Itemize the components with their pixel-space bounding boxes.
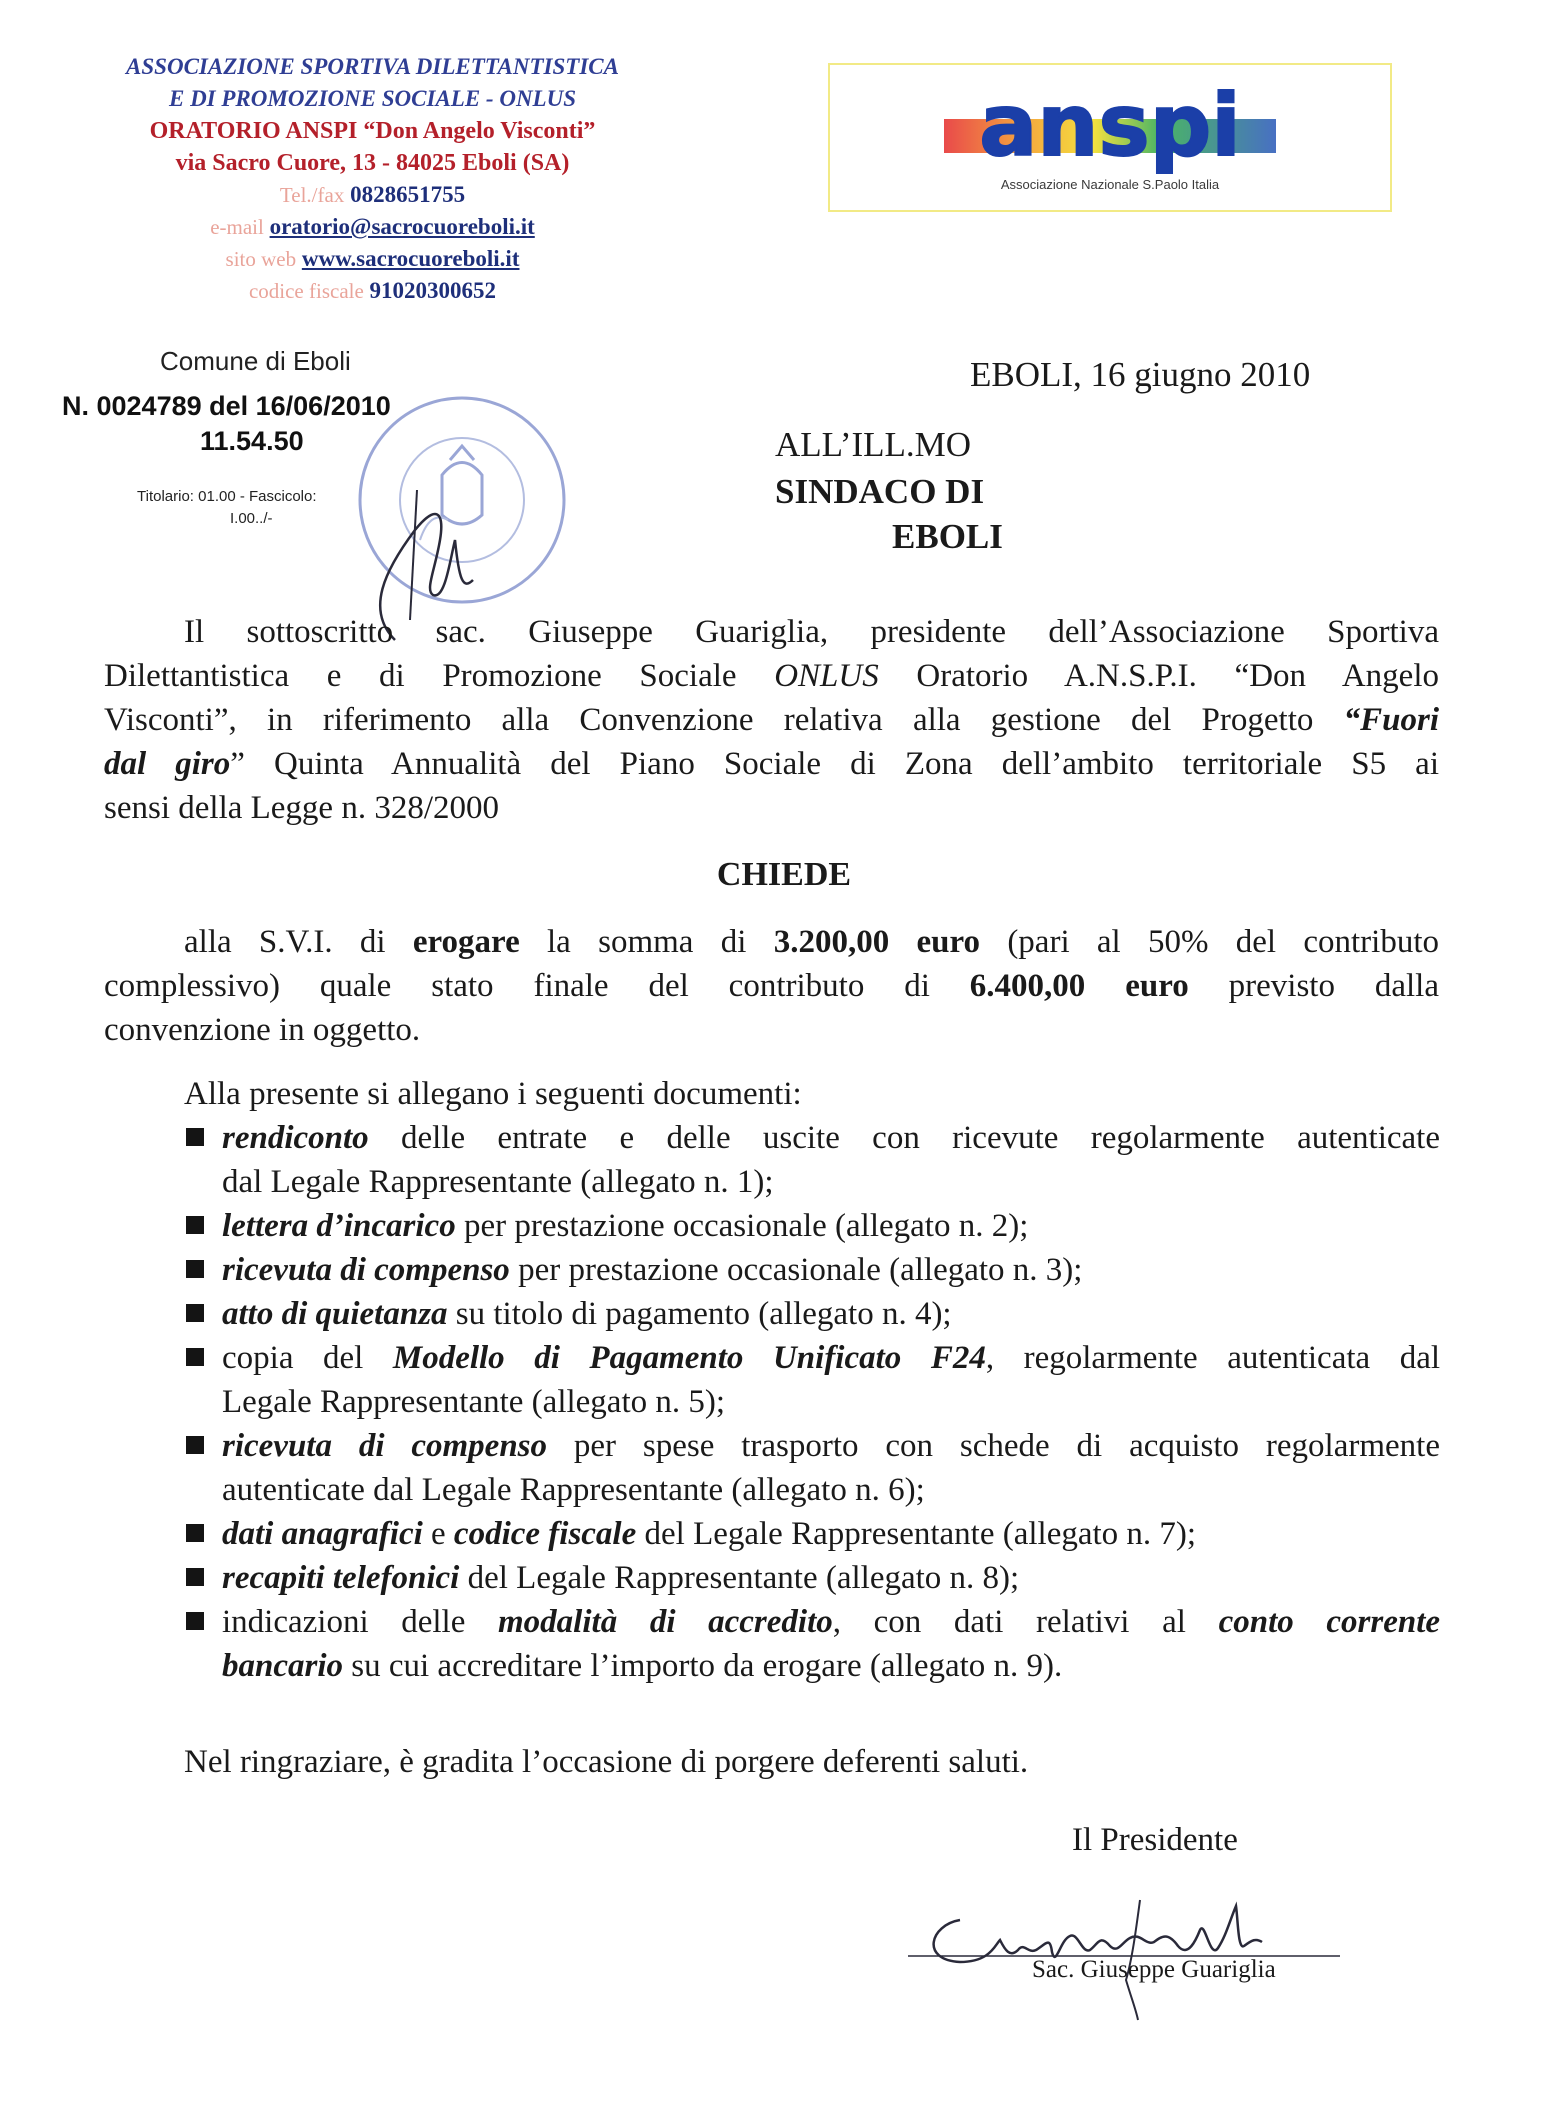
attachment-5-text: , regolarmente autenticata dal	[985, 1340, 1441, 1376]
attachment-3-title: ricevuta di compenso	[222, 1252, 510, 1288]
attachment-7-text: del Legale Rappresentante (allegato n. 7);	[636, 1516, 1197, 1552]
email-label: e-mail	[210, 215, 264, 239]
protocol-fascicolo: I.00../-	[230, 510, 273, 527]
intro-project-name: “Fuori	[1343, 702, 1439, 738]
recipient-line3: EBOLI	[892, 517, 1003, 556]
phone-line	[100, 182, 645, 208]
anspi-wordmark: anspi	[979, 79, 1241, 176]
request-text2: la somma di	[519, 924, 774, 960]
intro-line2-tail: Oratorio A.N.S.P.I. “Don Angelo	[878, 658, 1439, 694]
request-paragraph	[104, 920, 1439, 1052]
attachment-2-title: lettera d’incarico	[222, 1208, 456, 1244]
attachment-1-text: delle entrate e delle uscite con ricevute regolarmente autenticate	[368, 1120, 1440, 1156]
intro-paragraph	[104, 610, 1439, 830]
recipient-line1: ALL’ILL.MO	[775, 425, 972, 464]
attachment-8-title: recapiti telefonici	[222, 1560, 460, 1596]
phone-label: Tel./fax	[279, 183, 345, 207]
attachment-5-text2: Legale Rappresentante (allegato n. 5);	[222, 1384, 726, 1420]
intro-line2	[104, 654, 1439, 698]
recipient-line2: SINDACO DI	[775, 472, 985, 511]
attachment-9-pre: indicazioni delle	[222, 1604, 499, 1640]
intro-line3	[104, 698, 1439, 742]
attachment-2-text: per prestazione occasionale (allegato n. 2);	[455, 1208, 1029, 1244]
tax-code-line	[100, 278, 645, 304]
attachment-6-text: per spese trasporto con schede di acquisto regolarmente	[547, 1428, 1440, 1464]
intro-line1: Il sottoscritto sac. Giuseppe Guariglia, presidente dell’Associazione Sportiva	[184, 614, 1439, 650]
address: via Sacro Cuore, 13 - 84025 Eboli (SA)	[175, 150, 570, 176]
attachment-8-text: del Legale Rappresentante (allegato n. 8);	[459, 1560, 1020, 1596]
intro-project-name-cont: dal giro	[104, 746, 231, 782]
intro-line4-text: ” Quinta Annualità del Piano Sociale di Zona dell’ambito territoriale S5 ai	[230, 746, 1440, 782]
date-place: EBOLI, 16 giugno 2010	[970, 355, 1311, 394]
website-link[interactable]: www.sacrocuoreboli.it	[301, 246, 520, 271]
attachment-9-title3: bancario	[222, 1648, 344, 1684]
signature-name: Sac. Giuseppe Guariglia	[1032, 1956, 1276, 1983]
oratory-name: ORATORIO ANSPI “Don Angelo Visconti”	[149, 118, 596, 144]
email-line	[100, 214, 645, 240]
anspi-logo	[938, 79, 1282, 179]
comune-label: Comune di Eboli	[160, 346, 351, 376]
request-text1: alla S.V.I. di	[184, 924, 413, 960]
attachment-5-title: Modello di Pagamento Unificato F24	[392, 1340, 986, 1376]
attachment-9-text: su cui accreditare l’importo da erogare (allegato n. 9).	[343, 1648, 1063, 1684]
attachment-item-1	[222, 1116, 1440, 1204]
request-line1	[104, 920, 1439, 964]
attachment-4-text: su titolo di pagamento (allegato n. 4);	[447, 1296, 952, 1332]
signature-role: Il Presidente	[1072, 1822, 1238, 1858]
attachment-item-6	[222, 1424, 1440, 1512]
intro-line4	[104, 742, 1439, 786]
request-line2	[104, 964, 1439, 1008]
intro-onlus: ONLUS	[774, 658, 879, 694]
attachment-item-5	[222, 1336, 1440, 1424]
handwritten-signature-icon	[900, 1850, 1360, 2030]
intro-line2-text: Dilettantistica e di Promozione Sociale	[104, 658, 775, 694]
attachment-item-7	[222, 1512, 1440, 1556]
attachment-6-title: ricevuta di compenso	[222, 1428, 548, 1464]
request-amount: 3.200,00 euro	[773, 924, 981, 960]
tax-code-label: codice fiscale	[248, 279, 364, 303]
chiede-heading: CHIEDE	[716, 856, 852, 893]
protocol-titolario: Titolario: 01.00 - Fascicolo:	[137, 488, 317, 505]
intro-line5: sensi della Legge n. 328/2000	[104, 790, 500, 826]
attachments-intro: Alla presente si allegano i seguenti documenti:	[184, 1076, 802, 1112]
attachment-3-text: per prestazione occasionale (allegato n. 3);	[509, 1252, 1083, 1288]
attachment-7-title1: dati anagrafici	[222, 1516, 423, 1552]
attachment-5-pre: copia del	[222, 1340, 393, 1376]
phone-value: 0828651755	[350, 182, 466, 207]
association-name-line1: ASSOCIAZIONE SPORTIVA DILETTANTISTICA	[126, 54, 619, 79]
attachment-6-text2: autenticate dal Legale Rappresentante (allegato n. 6);	[222, 1472, 925, 1508]
request-text5: previsto dalla	[1188, 968, 1439, 1004]
anspi-subtitle: Associazione Nazionale S.Paolo Italia	[1000, 177, 1220, 192]
attachment-item-3	[222, 1248, 1440, 1292]
attachment-9-title2: conto corrente	[1218, 1604, 1441, 1640]
request-total: 6.400,00 euro	[969, 968, 1189, 1004]
attachment-item-4	[222, 1292, 1440, 1336]
attachment-7-title2: codice fiscale	[453, 1516, 637, 1552]
attachment-item-8	[222, 1556, 1440, 1600]
request-verb: erogare	[412, 924, 520, 960]
closing-text: Nel ringraziare, è gradita l’occasione di porgere deferenti saluti.	[184, 1744, 1029, 1780]
attachment-1-title: rendiconto	[222, 1120, 369, 1156]
request-text3: (pari al 50% del contributo	[980, 924, 1439, 960]
email-link[interactable]: oratorio@sacrocuoreboli.it	[269, 214, 535, 239]
request-text4: complessivo) quale stato finale del contributo di	[104, 968, 970, 1004]
attachment-7-mid: e	[422, 1516, 454, 1552]
attachment-9-title1: modalità di accredito	[498, 1604, 833, 1640]
attachment-4-title: atto di quietanza	[222, 1296, 448, 1332]
attachment-1-text2: dal Legale Rappresentante (allegato n. 1);	[222, 1164, 774, 1200]
attachment-9-mid: , con dati relativi al	[832, 1604, 1219, 1640]
attachment-item-2	[222, 1204, 1440, 1248]
request-line3: convenzione in oggetto.	[104, 1012, 421, 1048]
website-label: sito web	[225, 247, 297, 271]
protocol-time: 11.54.50	[200, 426, 304, 456]
attachment-item-9	[222, 1600, 1440, 1688]
intro-line3-text: Visconti”, in riferimento alla Convenzione relativa alla gestione del Progetto	[104, 702, 1344, 738]
protocol-number: N. 0024789 del 16/06/2010	[62, 391, 391, 421]
anspi-logo-box	[828, 63, 1392, 212]
tax-code-value: 91020300652	[369, 278, 497, 303]
association-name-line2: E DI PROMOZIONE SOCIALE - ONLUS	[168, 86, 577, 111]
website-line	[100, 246, 645, 272]
